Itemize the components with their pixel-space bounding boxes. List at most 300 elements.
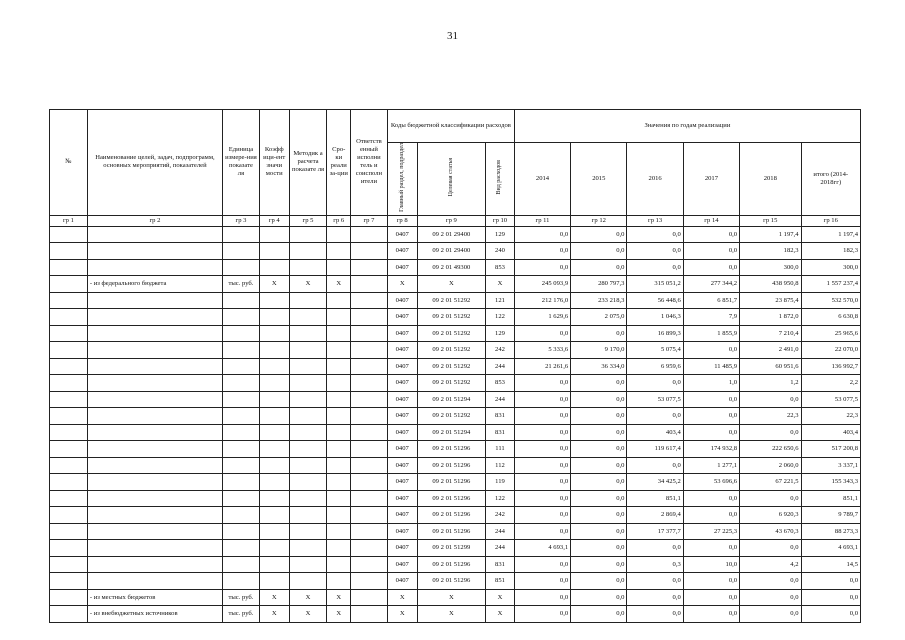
table-cell — [351, 474, 388, 491]
table-cell: 0407 — [387, 259, 417, 276]
table-cell — [87, 441, 222, 458]
table-cell: 315 051,2 — [627, 276, 683, 293]
table-cell — [289, 292, 327, 309]
table-cell: 0,0 — [683, 408, 739, 425]
table-cell — [289, 424, 327, 441]
table-cell — [50, 226, 88, 243]
table-cell — [87, 507, 222, 524]
table-cell — [223, 342, 260, 359]
table-cell: 0,0 — [514, 375, 570, 392]
table-cell: 1 557 237,4 — [801, 276, 861, 293]
table-cell: 121 — [486, 292, 515, 309]
table-cell: X — [387, 606, 417, 623]
header-code-section — [387, 143, 417, 216]
table-cell: 0,0 — [571, 259, 627, 276]
table-cell — [87, 408, 222, 425]
table-cell: 23 875,4 — [740, 292, 801, 309]
table-cell — [259, 292, 289, 309]
table-cell: 0,0 — [571, 243, 627, 260]
table-cell — [259, 408, 289, 425]
table-cell: 129 — [486, 325, 515, 342]
table-cell — [259, 358, 289, 375]
table-cell: 0,0 — [683, 540, 739, 557]
table-cell — [259, 573, 289, 590]
header-year: 2017 — [683, 143, 739, 216]
table-cell: тыс. руб. — [223, 606, 260, 623]
table-cell: X — [387, 276, 417, 293]
table-cell: 0407 — [387, 358, 417, 375]
table-cell: 0,0 — [571, 457, 627, 474]
table-cell — [50, 358, 88, 375]
table-cell — [327, 309, 351, 326]
table-cell — [223, 507, 260, 524]
table-cell: 09 2 01 51296 — [417, 490, 486, 507]
table-cell: X — [259, 589, 289, 606]
table-cell: 0407 — [387, 573, 417, 590]
table-cell: X — [417, 606, 486, 623]
header-code-article — [417, 143, 486, 216]
table-cell — [50, 424, 88, 441]
table-cell — [50, 523, 88, 540]
table-cell — [87, 325, 222, 342]
table-header — [50, 110, 861, 227]
table-cell — [327, 540, 351, 557]
table-cell: 0,0 — [571, 474, 627, 491]
table-cell: 0,0 — [514, 523, 570, 540]
header-year-total: итого (2014-2018гг) — [801, 143, 861, 216]
table-cell: X — [289, 606, 327, 623]
table-row — [50, 457, 861, 474]
table-row — [50, 474, 861, 491]
table-cell — [289, 507, 327, 524]
table-cell: 0407 — [387, 325, 417, 342]
table-cell — [50, 259, 88, 276]
table-cell: 6 920,3 — [740, 507, 801, 524]
table-cell — [289, 259, 327, 276]
table-cell: 10,0 — [683, 556, 739, 573]
table-cell: 0,0 — [571, 226, 627, 243]
table-cell — [87, 391, 222, 408]
table-cell: 280 797,3 — [571, 276, 627, 293]
header-code-type — [486, 143, 515, 216]
table-cell: 244 — [486, 523, 515, 540]
table-cell — [50, 342, 88, 359]
table-cell: 0407 — [387, 375, 417, 392]
table-cell — [50, 589, 88, 606]
table-cell: 2 075,0 — [571, 309, 627, 326]
table-cell: - из федерального бюджета — [87, 276, 222, 293]
table-cell — [259, 474, 289, 491]
table-cell — [87, 375, 222, 392]
table-cell — [87, 457, 222, 474]
table-cell: 22,3 — [740, 408, 801, 425]
table-cell — [351, 391, 388, 408]
table-cell: 0,0 — [571, 408, 627, 425]
table-cell: 1 629,6 — [514, 309, 570, 326]
table-row — [50, 490, 861, 507]
table-cell: 0,0 — [571, 573, 627, 590]
table-cell: 0,0 — [571, 589, 627, 606]
table-cell — [50, 441, 88, 458]
table-cell: 122 — [486, 309, 515, 326]
table-cell: 853 — [486, 259, 515, 276]
table-row — [50, 606, 861, 623]
table-cell: 2 869,4 — [627, 507, 683, 524]
table-cell: 851,1 — [627, 490, 683, 507]
header-code-section-label: Главный раздел, подраздел — [398, 143, 405, 212]
table-cell — [327, 441, 351, 458]
table-cell — [327, 292, 351, 309]
table-cell: 1 197,4 — [740, 226, 801, 243]
table-cell: 0,0 — [571, 375, 627, 392]
table-cell — [351, 292, 388, 309]
table-cell — [351, 424, 388, 441]
table-cell — [259, 556, 289, 573]
table-cell: X — [289, 276, 327, 293]
table-cell: 0407 — [387, 342, 417, 359]
table-cell — [223, 490, 260, 507]
table-cell: 0,0 — [571, 391, 627, 408]
table-cell: X — [486, 276, 515, 293]
table-cell — [327, 226, 351, 243]
table-cell — [289, 490, 327, 507]
table-cell: 155 343,3 — [801, 474, 861, 491]
table-cell: 0,0 — [571, 325, 627, 342]
header-executor: Ответств енный исполни тель и соисполн ители — [351, 110, 388, 216]
table-cell: 0,0 — [514, 391, 570, 408]
table-cell — [327, 259, 351, 276]
table-cell: 1 046,3 — [627, 309, 683, 326]
table-cell — [87, 540, 222, 557]
table-cell — [87, 474, 222, 491]
table-cell — [289, 441, 327, 458]
table-cell: 21 261,6 — [514, 358, 570, 375]
table-cell: 09 2 01 51292 — [417, 358, 486, 375]
table-cell: 0,3 — [627, 556, 683, 573]
table-cell — [259, 325, 289, 342]
group-number-cell: гр 11 — [514, 215, 570, 226]
table-cell — [351, 309, 388, 326]
table-cell: 0,0 — [514, 424, 570, 441]
table-cell — [259, 457, 289, 474]
table-cell — [223, 292, 260, 309]
table-cell — [351, 243, 388, 260]
table-cell: X — [486, 589, 515, 606]
table-cell: 0,0 — [683, 342, 739, 359]
table-cell — [289, 243, 327, 260]
table-cell: 09 2 01 51294 — [417, 424, 486, 441]
table-cell: 222 650,6 — [740, 441, 801, 458]
table-cell — [351, 276, 388, 293]
table-cell: 0,0 — [514, 226, 570, 243]
table-cell: 0,0 — [571, 606, 627, 623]
table-cell: 0,0 — [740, 540, 801, 557]
table-cell — [259, 424, 289, 441]
header-year: 2018 — [740, 143, 801, 216]
table-cell: 09 2 01 51296 — [417, 474, 486, 491]
table-cell — [223, 375, 260, 392]
table-cell: 09 2 01 51292 — [417, 342, 486, 359]
table-row — [50, 540, 861, 557]
table-cell — [351, 375, 388, 392]
table-cell: 09 2 01 29400 — [417, 243, 486, 260]
table-cell — [223, 408, 260, 425]
table-cell: 0,0 — [571, 556, 627, 573]
table-cell — [50, 243, 88, 260]
table-cell: 851,1 — [801, 490, 861, 507]
table-cell: 244 — [486, 540, 515, 557]
table-cell — [50, 457, 88, 474]
table-cell: 119 617,4 — [627, 441, 683, 458]
table-cell: 0407 — [387, 556, 417, 573]
table-cell: X — [387, 589, 417, 606]
table-cell: 242 — [486, 507, 515, 524]
table-cell — [259, 259, 289, 276]
table-cell — [327, 573, 351, 590]
table-cell: 0,0 — [683, 589, 739, 606]
table-cell: 4,2 — [740, 556, 801, 573]
table-cell — [327, 474, 351, 491]
table-row — [50, 342, 861, 359]
table-cell: 16 899,3 — [627, 325, 683, 342]
group-number-cell: гр 13 — [627, 215, 683, 226]
table-cell: 0,0 — [627, 457, 683, 474]
group-number-cell: гр 14 — [683, 215, 739, 226]
group-number-cell: гр 8 — [387, 215, 417, 226]
table-cell — [223, 226, 260, 243]
table-body — [50, 226, 861, 622]
table-cell: 0,0 — [514, 259, 570, 276]
table-cell: 7,9 — [683, 309, 739, 326]
group-number-row — [50, 215, 861, 226]
table-cell: 1,2 — [740, 375, 801, 392]
table-cell — [223, 556, 260, 573]
table-cell: 0,0 — [627, 589, 683, 606]
table-cell — [50, 490, 88, 507]
table-cell: 0,0 — [683, 391, 739, 408]
table-cell: 0,0 — [514, 243, 570, 260]
table-cell — [327, 507, 351, 524]
table-cell: 0,0 — [571, 540, 627, 557]
table-cell — [351, 441, 388, 458]
table-cell: 1 197,4 — [801, 226, 861, 243]
table-cell: 9 170,0 — [571, 342, 627, 359]
table-cell: 0407 — [387, 540, 417, 557]
table-cell: 0,0 — [683, 259, 739, 276]
table-cell: 5 333,6 — [514, 342, 570, 359]
table-cell: 0407 — [387, 523, 417, 540]
table-row — [50, 573, 861, 590]
table-cell: 88 273,3 — [801, 523, 861, 540]
table-cell — [259, 540, 289, 557]
table-cell — [289, 573, 327, 590]
table-cell — [223, 243, 260, 260]
table-cell — [50, 391, 88, 408]
header-budget-codes: Коды бюджетной классификации расходов — [387, 110, 514, 143]
table-cell: 0,0 — [514, 490, 570, 507]
table-cell: 240 — [486, 243, 515, 260]
table-cell: 0,0 — [627, 259, 683, 276]
table-cell: 831 — [486, 408, 515, 425]
table-cell: 3 337,1 — [801, 457, 861, 474]
table-cell: 09 2 01 29400 — [417, 226, 486, 243]
table-cell: 22 070,0 — [801, 342, 861, 359]
table-cell — [289, 309, 327, 326]
table-cell: 6 851,7 — [683, 292, 739, 309]
table-cell: 09 2 01 51292 — [417, 309, 486, 326]
table-cell: 182,3 — [801, 243, 861, 260]
table-cell — [223, 424, 260, 441]
table-cell — [351, 540, 388, 557]
table-cell — [351, 556, 388, 573]
table-cell: 09 2 01 51296 — [417, 507, 486, 524]
table-cell — [351, 259, 388, 276]
table-cell: 09 2 01 51294 — [417, 391, 486, 408]
group-number-cell: гр 16 — [801, 215, 861, 226]
table-cell — [223, 523, 260, 540]
table-cell: 5 075,4 — [627, 342, 683, 359]
table-cell — [87, 259, 222, 276]
group-number-cell: гр 12 — [571, 215, 627, 226]
table-cell: 2 491,0 — [740, 342, 801, 359]
table-cell — [289, 342, 327, 359]
table-cell — [50, 474, 88, 491]
table-cell: 0407 — [387, 226, 417, 243]
table-cell — [351, 342, 388, 359]
table-cell: 60 951,6 — [740, 358, 801, 375]
table-cell: 1 855,9 — [683, 325, 739, 342]
table-row — [50, 556, 861, 573]
table-cell — [351, 325, 388, 342]
header-year: 2016 — [627, 143, 683, 216]
table-cell: 0,0 — [514, 606, 570, 623]
table-cell: 0,0 — [683, 424, 739, 441]
table-cell: X — [327, 276, 351, 293]
table-cell: 300,0 — [801, 259, 861, 276]
table-cell: 0,0 — [514, 408, 570, 425]
table-cell: 851 — [486, 573, 515, 590]
group-number-cell: гр 7 — [351, 215, 388, 226]
table-cell: 09 2 01 51292 — [417, 292, 486, 309]
table-cell: 129 — [486, 226, 515, 243]
table-cell — [259, 490, 289, 507]
table-cell: 0,0 — [683, 243, 739, 260]
table-cell — [87, 523, 222, 540]
table-cell: X — [259, 606, 289, 623]
table-cell: 09 2 01 51299 — [417, 540, 486, 557]
table-row — [50, 276, 861, 293]
table-cell: 9 789,7 — [801, 507, 861, 524]
table-cell: 0407 — [387, 292, 417, 309]
table-cell: X — [327, 589, 351, 606]
table-cell — [327, 556, 351, 573]
header-unit: Единица измере-ния показате ля — [223, 110, 260, 216]
table-cell — [50, 276, 88, 293]
table-cell — [259, 342, 289, 359]
table-cell: 0,0 — [801, 573, 861, 590]
header-name: Наименование целей, задач, подпрограмм, основных мероприятий, показателей — [87, 110, 222, 216]
table-cell: 1 872,0 — [740, 309, 801, 326]
table-cell — [223, 540, 260, 557]
table-cell — [259, 226, 289, 243]
table-cell — [223, 259, 260, 276]
table-cell: 0,0 — [627, 375, 683, 392]
table-cell: 43 670,3 — [740, 523, 801, 540]
table-row — [50, 408, 861, 425]
table-cell: 244 — [486, 358, 515, 375]
table-cell: 0,0 — [514, 556, 570, 573]
table-row — [50, 441, 861, 458]
table-cell: 0,0 — [740, 424, 801, 441]
table-cell — [50, 507, 88, 524]
table-cell: 0,0 — [801, 589, 861, 606]
table-cell: 0,0 — [740, 606, 801, 623]
table-cell — [289, 391, 327, 408]
table-cell: 0407 — [387, 408, 417, 425]
table-cell — [50, 292, 88, 309]
table-cell: 0,0 — [571, 507, 627, 524]
table-cell: 403,4 — [801, 424, 861, 441]
table-cell: тыс. руб. — [223, 589, 260, 606]
table-cell: 212 176,0 — [514, 292, 570, 309]
page-number: 31 — [447, 30, 458, 42]
table-cell: 0,0 — [740, 589, 801, 606]
header-year: 2014 — [514, 143, 570, 216]
table-cell — [327, 408, 351, 425]
table-cell: 0,0 — [801, 606, 861, 623]
table-row — [50, 309, 861, 326]
table-cell: 0,0 — [683, 606, 739, 623]
table-cell — [223, 358, 260, 375]
table-cell: 2,2 — [801, 375, 861, 392]
table-cell: 67 221,5 — [740, 474, 801, 491]
table-cell: 53 077,5 — [801, 391, 861, 408]
group-number-cell: гр 15 — [740, 215, 801, 226]
table-cell: 09 2 01 51296 — [417, 441, 486, 458]
table-cell — [327, 358, 351, 375]
table-cell: 0,0 — [514, 573, 570, 590]
header-code-type-label: Вид расходов — [496, 160, 503, 195]
table-cell: 2 060,0 — [740, 457, 801, 474]
table-cell — [223, 391, 260, 408]
table-row — [50, 259, 861, 276]
table-cell: 277 344,2 — [683, 276, 739, 293]
table-cell — [351, 606, 388, 623]
table-cell: X — [289, 589, 327, 606]
table-cell: 53 077,5 — [627, 391, 683, 408]
table-cell: 0,0 — [571, 523, 627, 540]
table-cell — [50, 556, 88, 573]
table-cell — [87, 342, 222, 359]
table-cell: 438 950,8 — [740, 276, 801, 293]
table-cell — [259, 391, 289, 408]
table-cell — [223, 441, 260, 458]
table-cell: 4 693,1 — [801, 540, 861, 557]
table-cell: 1 277,1 — [683, 457, 739, 474]
header-method: Методик а расчета показате ля — [289, 110, 327, 216]
table-cell: 242 — [486, 342, 515, 359]
header-year: 2015 — [571, 143, 627, 216]
table-cell: 0,0 — [514, 507, 570, 524]
table-cell — [327, 490, 351, 507]
table-cell: 244 — [486, 391, 515, 408]
table-cell — [327, 375, 351, 392]
table-cell: 0407 — [387, 441, 417, 458]
table-cell — [327, 523, 351, 540]
table-cell — [289, 408, 327, 425]
table-cell — [289, 523, 327, 540]
table-cell: 0,0 — [740, 573, 801, 590]
